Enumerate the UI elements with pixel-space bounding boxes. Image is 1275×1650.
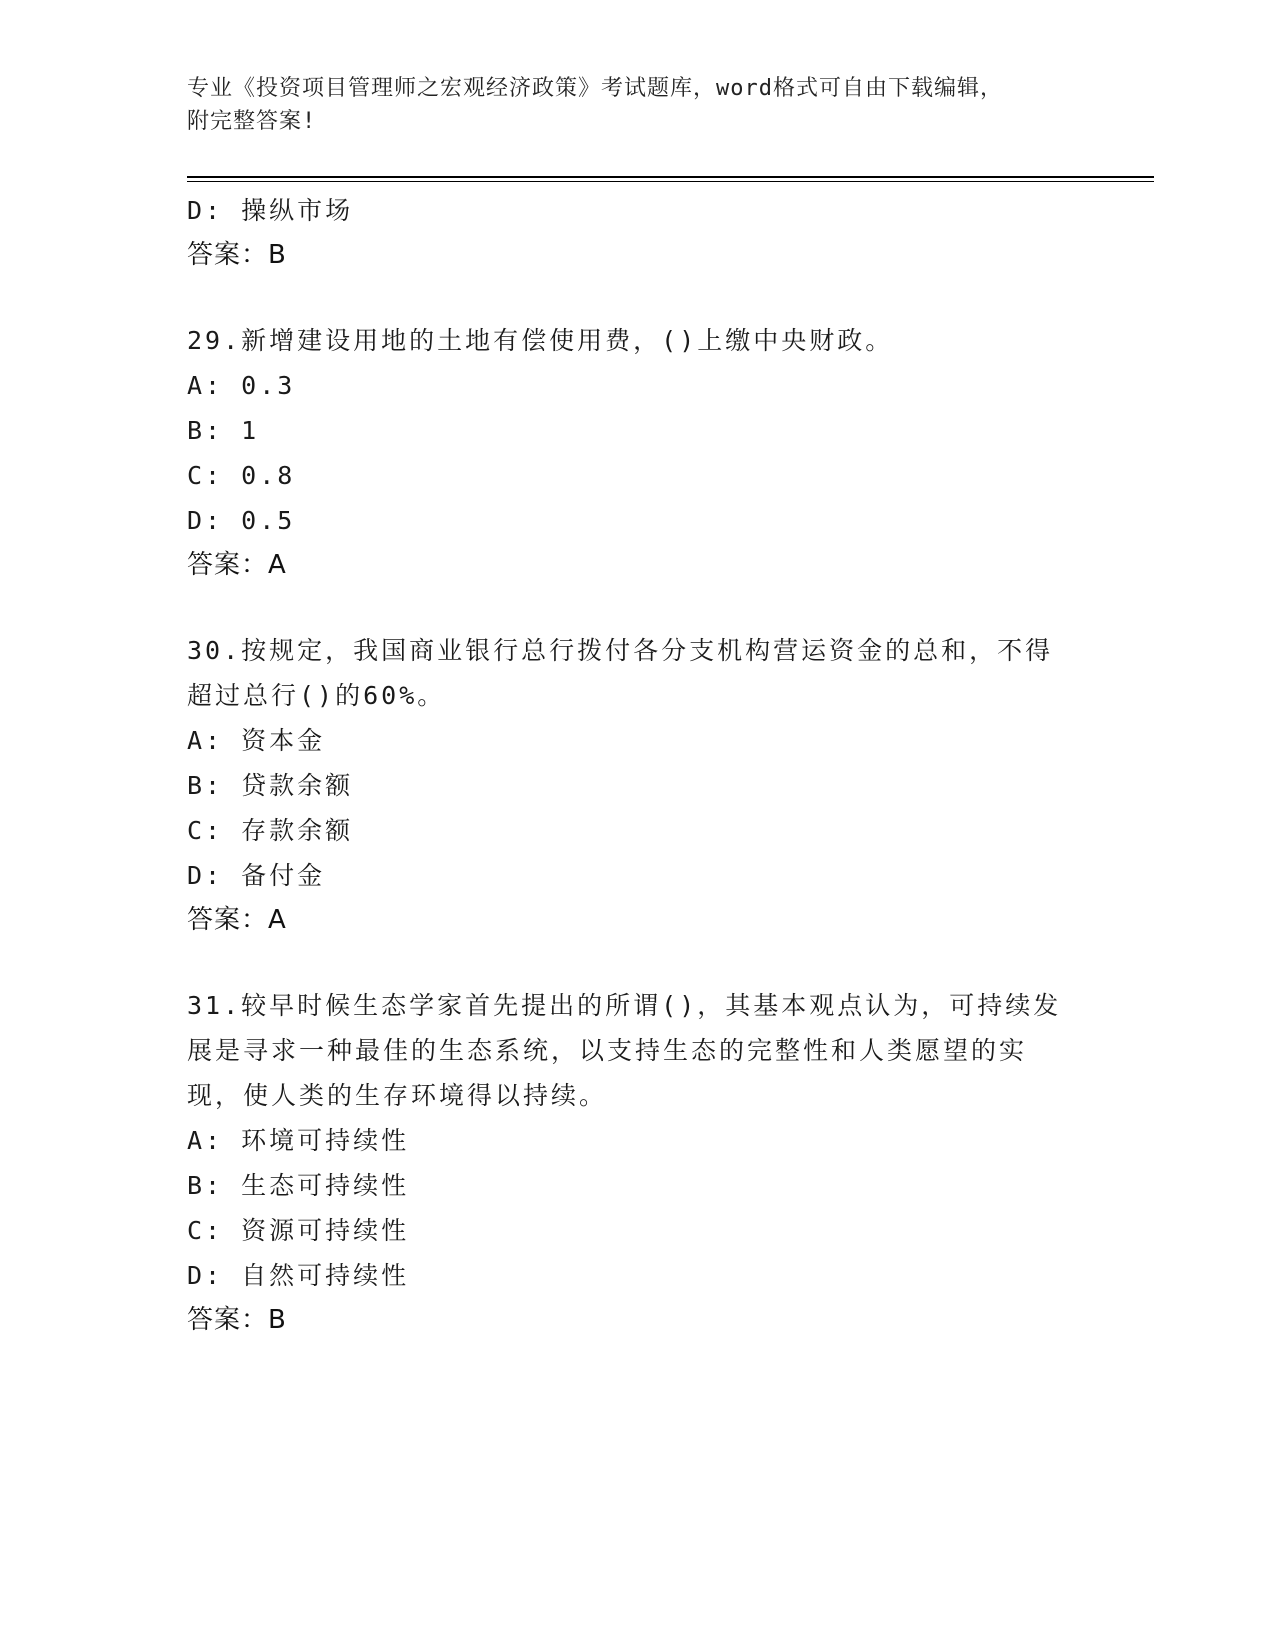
answer-line: 答案：A bbox=[187, 550, 287, 580]
stem-line-2: 展是寻求一种最佳的生态系统，以支持生态的完整性和人类愿望的实 bbox=[187, 1036, 1028, 1065]
question-stem bbox=[187, 628, 1067, 718]
option-b: B: 生态可持续性 bbox=[187, 1171, 410, 1200]
stem-line-1: 30.按规定，我国商业银行总行拨付各分支机构营运资金的总和，不得 bbox=[187, 636, 1054, 665]
answer-line: 答案：A bbox=[187, 905, 287, 935]
header-rule-thick bbox=[187, 176, 1154, 178]
option-d: D: 自然可持续性 bbox=[187, 1261, 410, 1290]
stem-line-1: 31.较早时候生态学家首先提出的所谓()，其基本观点认为，可持续发 bbox=[187, 991, 1062, 1020]
stem-line-3: 现，使人类的生存环境得以持续。 bbox=[187, 1081, 608, 1110]
option-b: B: 贷款余额 bbox=[187, 771, 354, 800]
header-rule-thin bbox=[187, 181, 1154, 182]
option-c: C: 资源可持续性 bbox=[187, 1216, 410, 1245]
question-29 bbox=[187, 318, 1087, 588]
question-stem: 29.新增建设用地的土地有偿使用费，()上缴中央财政。 bbox=[187, 326, 894, 355]
option-c: C: 0.8 bbox=[187, 461, 296, 490]
question-stem bbox=[187, 983, 1067, 1118]
prev-question-tail bbox=[187, 188, 1087, 278]
answer-line: 答案：B bbox=[187, 1305, 287, 1335]
question-31 bbox=[187, 983, 1087, 1343]
option-d: D: 备付金 bbox=[187, 861, 326, 890]
question-list bbox=[187, 188, 1087, 1343]
option-a: A: 资本金 bbox=[187, 726, 326, 755]
page-header bbox=[187, 72, 1067, 138]
option-c: C: 存款余额 bbox=[187, 816, 354, 845]
stem-line-2: 超过总行()的60%。 bbox=[187, 681, 446, 710]
option-a: A: 环境可持续性 bbox=[187, 1126, 410, 1155]
answer-line: 答案：B bbox=[187, 240, 287, 270]
header-line-2: 附完整答案! bbox=[187, 109, 317, 134]
question-30 bbox=[187, 628, 1087, 943]
option-a: A: 0.3 bbox=[187, 371, 296, 400]
option-d: D: 操纵市场 bbox=[187, 196, 354, 225]
header-line-1: 专业《投资项目管理师之宏观经济政策》考试题库，word格式可自由下载编辑， bbox=[187, 76, 1003, 101]
option-b: B: 1 bbox=[187, 416, 260, 445]
option-d: D: 0.5 bbox=[187, 506, 296, 535]
